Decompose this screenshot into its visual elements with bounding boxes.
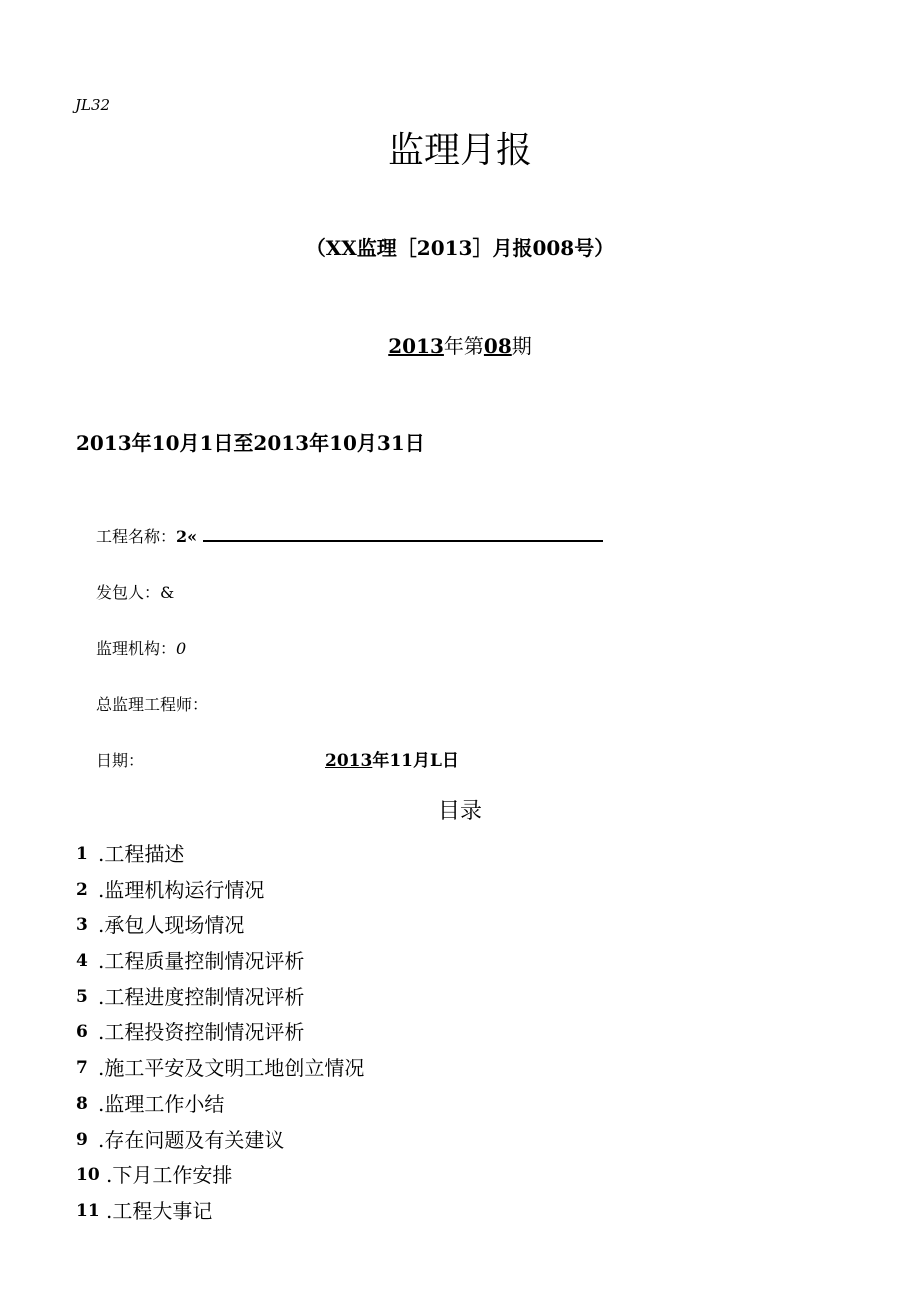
issue-year: 2013 [388,334,444,358]
toc-item: 6 .工程投资控制情况评析 [76,1020,305,1045]
toc-item: 4 .工程质量控制情况评析 [76,949,305,974]
toc-item: 1 .工程描述 [76,842,185,866]
toc-item: 2 .监理机构运行情况 [76,877,265,902]
contractor-field [96,580,174,603]
project-name-underline [203,526,603,542]
agency-label: 监理机构： [96,639,177,658]
document-reference: （XX监理［2013］月报008号） [305,236,615,260]
document-code: JL32 [75,96,111,114]
date-year: 2013 [325,751,373,771]
agency-value: 0 [176,639,187,658]
toc-item: 9 .存在问题及有关建议 [76,1127,285,1152]
project-name-label: 工程名称： [96,527,177,546]
date-rest: 年11月L日 [372,751,459,771]
toc-item: 8 .监理工作小结 [76,1091,225,1116]
toc-item: 3 .承包人现场情况 [76,913,245,938]
table-of-contents [76,840,364,1233]
date-label: 日期： [96,751,145,770]
project-name-field [96,524,603,547]
toc-item: 11 .工程大事记 [76,1198,213,1223]
issue-year-suffix: 年第 [443,334,484,358]
chief-engineer-label: 总监理工程师： [96,695,209,714]
report-period: 2013年10月1日至2013年10月31日 [76,431,425,455]
issue-num-suffix: 期 [511,334,532,358]
contractor-value: & [160,583,175,602]
toc-item: 5 .工程进度控制情况评析 [76,984,305,1009]
issue-number [0,330,920,359]
toc-item: 10 .下月工作安排 [76,1163,233,1188]
toc-item: 7 .施工平安及文明工地创立情况 [76,1056,365,1081]
toc-title: 目录 [437,799,482,824]
date-value [325,746,459,771]
project-name-value: 2« [176,527,198,546]
chief-engineer-field [96,692,208,715]
issue-num: 08 [483,334,512,358]
contractor-label: 发包人： [96,583,161,602]
agency-field [96,636,186,659]
document-title: 监理月报 [387,130,532,171]
